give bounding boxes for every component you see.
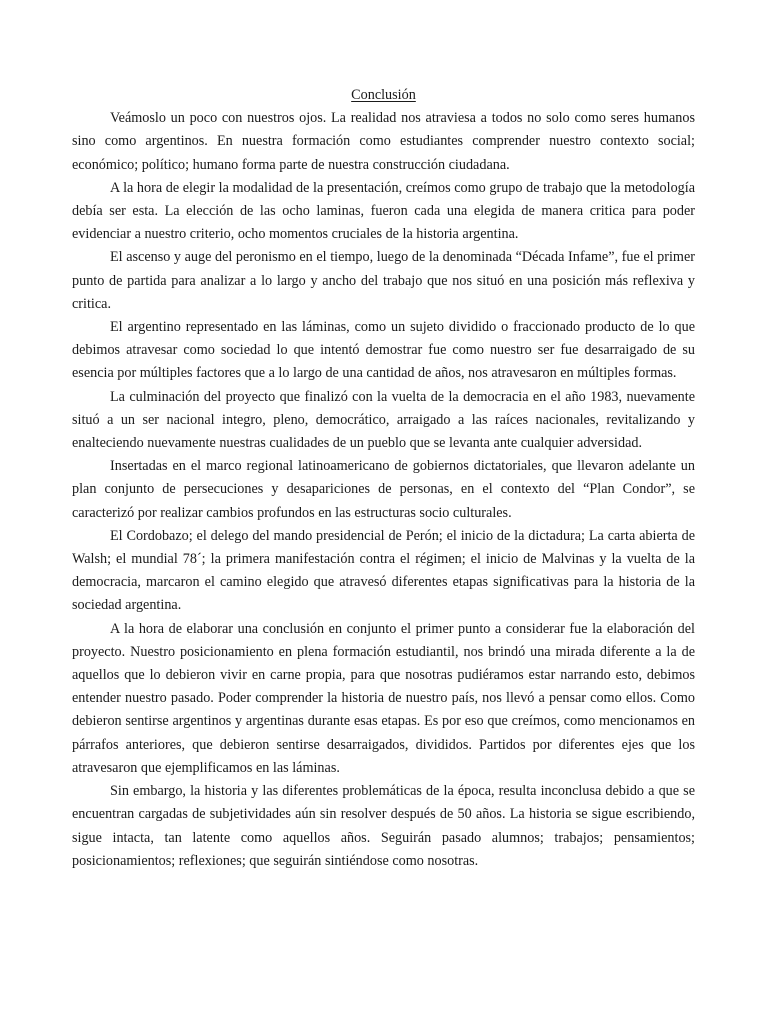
paragraph-8: A la hora de elaborar una conclusión en conjunto el primer punto a considerar fue la elaboración del proyecto. Nuestro posicionamiento en plena formación estudiantil, nos brindó una mirada diferente a la de aquellos que lo debieron vivir en carne propia, para que nosotras pudiéramos estar narrando esto, debimos entender nuestro pasado. Poder comprender la historia de nuestro país, nos llevó a pensar como ellos. Como debieron sentirse argentinos y argentinas durante esas etapas. Es por eso que creímos, como mencionamos en párrafos anteriores, que debieron sentirse desarraigados, divididos. Partidos por diferentes ejes que los atravesaron que ejemplificamos en las láminas. <box>72 620 695 776</box>
paragraph-9: Sin embargo, la historia y las diferentes problemáticas de la época, resulta inconclusa debido a que se encuentran cargadas de subjetividades aún sin resolver después de 50 años. La historia se sigue escribiendo, sigue intacta, tan latente como aquellos años. Seguirán pasado alumnos; trabajos; pensamientos; posicionamientos; reflexiones; que seguirán sintiéndose como nosotras. <box>72 783 695 869</box>
paragraph-7: El Cordobazo; el delego del mando presidencial de Perón; el inicio de la dictadura; La carta abierta de Walsh; el mundial 78´; la primera manifestación contra el régimen; el inicio de Malvinas y la vuelta de la democracia, marcaron el camino elegido que atravesó diferentes etapas significativas para la historia de la sociedad argentina. <box>72 527 695 614</box>
paragraph-5: La culminación del proyecto que finalizó con la vuelta de la democracia en el año 1983, nuevamente situó a un ser nacional integro, pleno, democrático, arraigado a las raíces nacionales, revitalizando y enalteciendo nuevamente nuestras cualidades de un pueblo que se levanta ante cualquier adversidad. <box>72 388 695 452</box>
page-title: Conclusión <box>351 87 416 103</box>
paragraph-1: Veámoslo un poco con nuestros ojos. La realidad nos atraviesa a todos no solo como seres humanos sino como argentinos. En nuestra formación como estudiantes comprender nuestro contexto social; económico; político; humano forma parte de nuestra construcción ciudadana. <box>72 110 695 173</box>
paragraph-2: A la hora de elegir la modalidad de la presentación, creímos como grupo de trabajo que la metodología debía ser esta. La elección de las ocho laminas, fueron cada una elegida de manera critica para poder evidenciar a nuestro criterio, ocho momentos cruciales de la historia argentina. <box>72 179 695 243</box>
paragraph-4: El argentino representado en las láminas, como un sujeto dividido o fraccionado producto de lo que debimos atravesar como sociedad lo que intentó demostrar fue como nuestro ser fue desarraigado de su esencia por múltiples factores que a lo largo de una cantidad de años, nos atravesaron en múltiples formas. <box>72 319 695 382</box>
paragraph-3: El ascenso y auge del peronismo en el tiempo, luego de la denominada “Década Infame”, fue el primer punto de partida para analizar a lo largo y ancho del trabajo que nos situó en una posición más reflexiva y critica. <box>72 249 695 312</box>
paragraph-6: Insertadas en el marco regional latinoamericano de gobiernos dictatoriales, que llevaron adelante un plan conjunto de persecuciones y desapariciones de personas, en el contexto del “Plan Condor”, se caracterizó por realizar cambios profundos en las estructuras socio culturales. <box>72 458 695 521</box>
document-page <box>72 84 695 873</box>
